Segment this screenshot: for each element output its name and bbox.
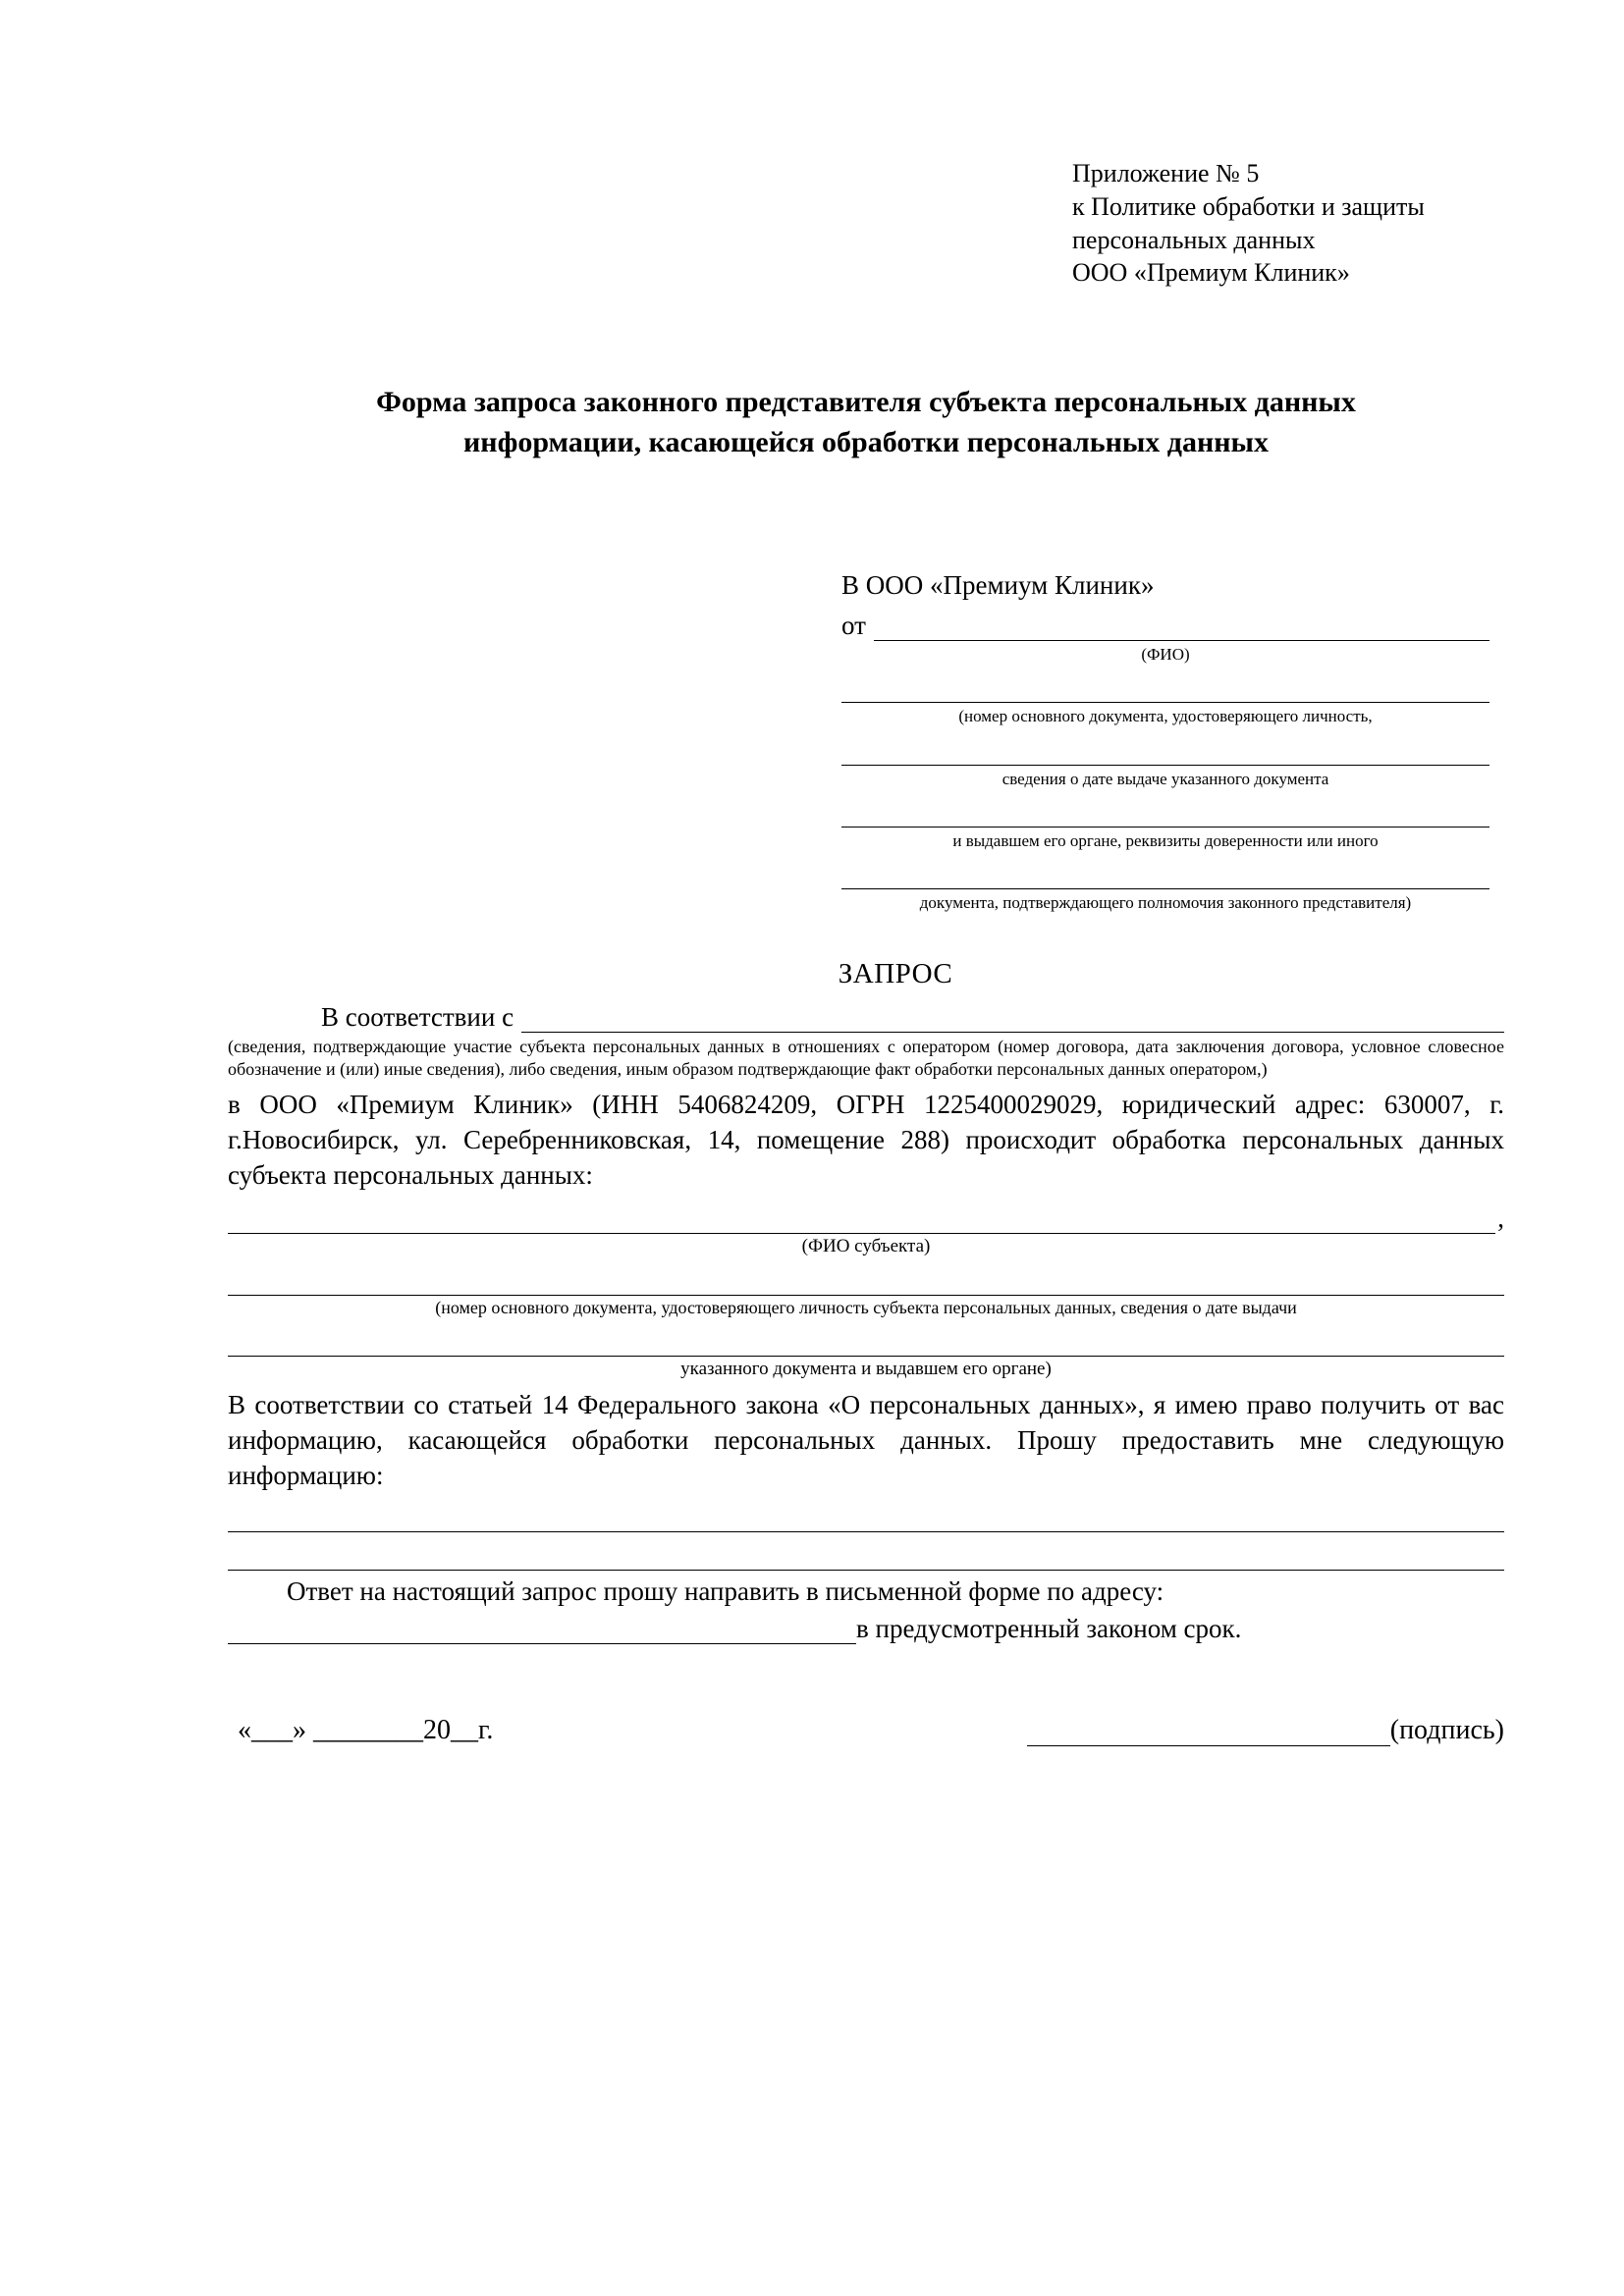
addressee-doc-organ-input[interactable] [841, 797, 1489, 828]
subject-fio-comma: , [1497, 1203, 1504, 1234]
requested-info-input-2[interactable] [228, 1540, 1504, 1571]
appendix-line-4: ООО «Премиум Клиник» [1072, 258, 1350, 288]
subject-doc-input[interactable] [228, 1265, 1504, 1296]
addressee-fio-input[interactable] [874, 614, 1489, 641]
appendix-line-3: персональных данных [1072, 225, 1316, 254]
answer-address-input[interactable] [228, 1616, 856, 1644]
subject-fio-input[interactable] [228, 1205, 1495, 1234]
spacer [228, 1318, 1504, 1326]
addressee-doc-date-caption: сведения о дате выдаче указанного документа [1001, 769, 1329, 788]
date-field[interactable]: «___» ________20__г. [238, 1714, 494, 1745]
appendix-header [1072, 157, 1504, 290]
signature-label: (подпись) [1389, 1714, 1504, 1745]
answer-intro: Ответ на настоящий запрос прошу направить в письменной форме по адресу: [287, 1575, 1164, 1606]
addressee-doc-number-caption: (номер основного документа, удостоверяющего личность, [958, 707, 1373, 726]
addressee-doc-powers-input[interactable] [841, 859, 1489, 889]
addressee-from-row [841, 611, 1489, 641]
subject-doc-caption: (номер основного документа, удостоверяющего личность субъекта персональных данных, сведения о дате выдачи [435, 1298, 1297, 1318]
page-title [228, 383, 1504, 462]
request-basis-row [228, 1002, 1504, 1033]
request-basis-input[interactable] [521, 1006, 1504, 1033]
spacer [841, 665, 1489, 672]
subject-fields [228, 1203, 1504, 1380]
spacer [228, 1494, 1504, 1502]
subject-fio-row [228, 1203, 1504, 1234]
addressee-doc-number-input[interactable] [841, 672, 1489, 703]
page-title-line-2: информации, касающейся обработки персональных данных [463, 425, 1269, 458]
addressee-block [841, 570, 1489, 913]
spacer [228, 1532, 1504, 1540]
spacer [228, 1257, 1504, 1265]
answer-address-row [228, 1614, 1504, 1644]
request-basis-label: В соответствии с [321, 1002, 514, 1033]
spacer [841, 727, 1489, 735]
request-heading: ЗАПРОС [838, 958, 953, 990]
spacer [841, 851, 1489, 859]
answer-address-tail: в предусмотренный законом срок. [856, 1613, 1242, 1643]
law-paragraph: В соответствии со статьей 14 Федерального закона «О персональных данных», я имею право получить от вас информацию, касающейся обработки персональных данных. Прошу предоставить мне следующую информацию: [228, 1390, 1504, 1490]
addressee-from-label: от [841, 611, 866, 641]
signature-input[interactable] [1027, 1720, 1390, 1746]
appendix-line-2: к Политике обработки и защиты [1072, 191, 1425, 221]
appendix-line-1: Приложение № 5 [1072, 159, 1260, 187]
addressee-doc-date-input[interactable] [841, 735, 1489, 766]
signature-row [228, 1715, 1504, 1746]
subject-fio-caption: (ФИО субъекта) [801, 1236, 931, 1257]
requested-info-input-1[interactable] [228, 1502, 1504, 1532]
document-content [228, 157, 1504, 1746]
subject-doc-organ-caption: указанного документа и выдавшем его органе) [680, 1359, 1052, 1380]
request-basis-note: (сведения, подтверждающие участие субъекта персональных данных в отношениях с оператором (номер договора, дата заключения договора, условное словесное обозначение и (или) иные сведения), либо сведения, иным образом подтверждающие факт обработки персональных данных оператором,) [228, 1037, 1504, 1079]
spacer [841, 789, 1489, 797]
page-title-line-1: Форма запроса законного представителя субъекта персональных данных [376, 386, 1356, 419]
request-operator-paragraph: в ООО «Премиум Клиник» (ИНН 5406824209, ОГРН 1225400029029, юридический адрес: 630007, г. г.Новосибирск, ул. Серебренниковская, 14, помещение 288) происходит обработка персональных данных субъекта персональных данных: [228, 1090, 1504, 1191]
addressee-doc-organ-caption: и выдавшем его органе, реквизиты доверенности или иного [952, 830, 1379, 850]
addressee-organization: В ООО «Премиум Клиник» [841, 570, 1155, 601]
addressee-doc-powers-caption: документа, подтверждающего полномочия законного представителя) [919, 893, 1412, 913]
addressee-fio-caption: (ФИО) [1141, 645, 1190, 665]
subject-doc-organ-input[interactable] [228, 1326, 1504, 1357]
